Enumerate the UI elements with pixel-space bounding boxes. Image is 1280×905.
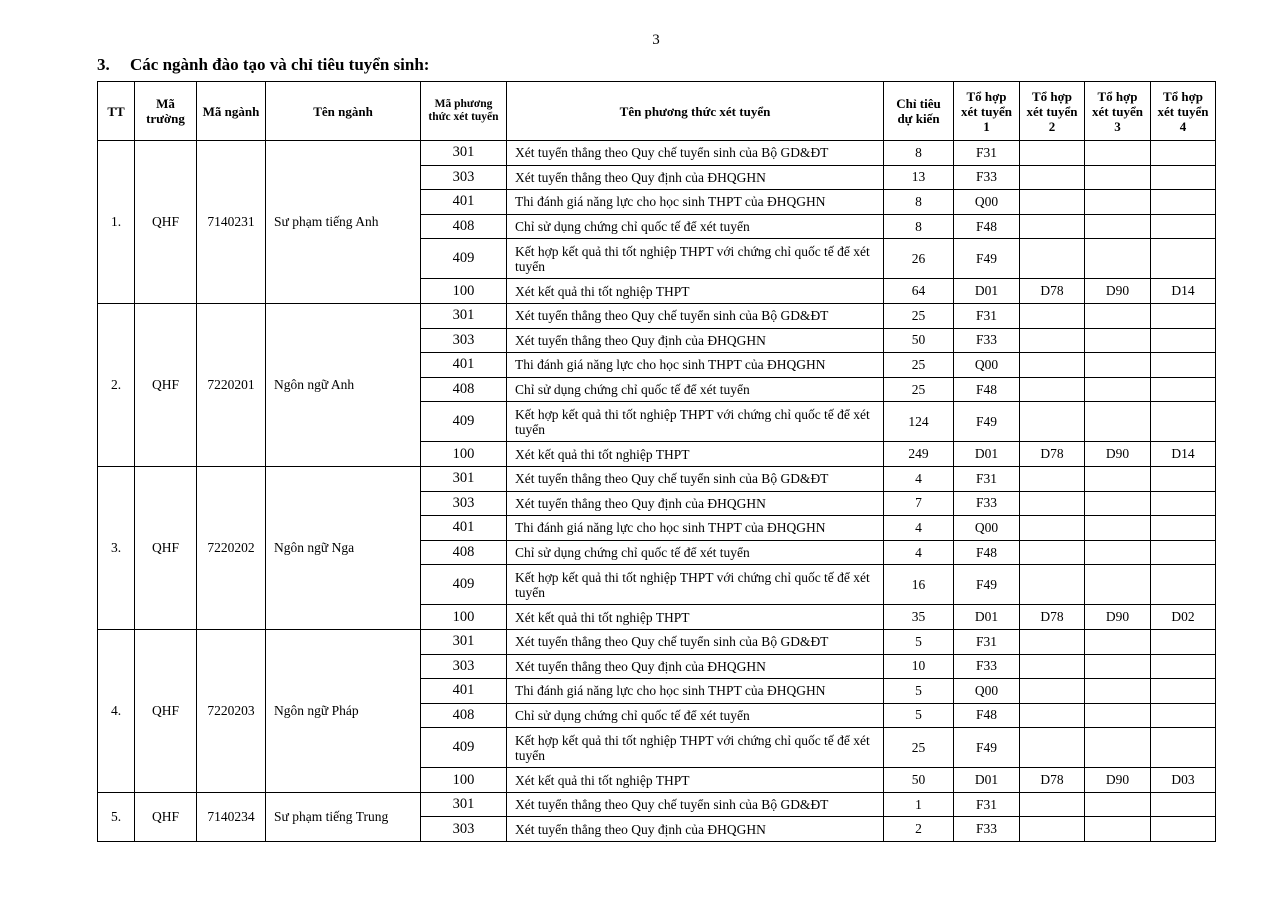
combo-4: D02 xyxy=(1151,605,1216,630)
table-row xyxy=(98,629,1216,654)
combo-1: F31 xyxy=(954,792,1020,817)
table-row xyxy=(98,792,1216,817)
combo-1: F31 xyxy=(954,466,1020,491)
quota-value: 4 xyxy=(884,516,954,541)
major-name: Sư phạm tiếng Anh xyxy=(266,141,421,304)
admissions-table xyxy=(97,81,1216,842)
combo-3: D90 xyxy=(1085,605,1151,630)
method-name: Xét tuyển thẳng theo Quy định của ĐHQGHN xyxy=(507,165,884,190)
quota-value: 8 xyxy=(884,190,954,215)
page-number: 3 xyxy=(652,32,660,48)
major-code: 7140231 xyxy=(197,141,266,304)
combo-4 xyxy=(1151,792,1216,817)
combo-2 xyxy=(1020,165,1085,190)
method-name: Thi đánh giá năng lực cho học sinh THPT của ĐHQGHN xyxy=(507,516,884,541)
method-name: Thi đánh giá năng lực cho học sinh THPT của ĐHQGHN xyxy=(507,679,884,704)
quota-value: 4 xyxy=(884,540,954,565)
combo-1: F49 xyxy=(954,402,1020,442)
table-row xyxy=(98,303,1216,328)
combo-2 xyxy=(1020,491,1085,516)
combo-4: D14 xyxy=(1151,279,1216,304)
header-school-code: Mã trường xyxy=(135,82,197,141)
method-code: 409 xyxy=(421,565,507,605)
method-name: Thi đánh giá năng lực cho học sinh THPT của ĐHQGHN xyxy=(507,353,884,378)
combo-4 xyxy=(1151,141,1216,166)
combo-2: D78 xyxy=(1020,279,1085,304)
method-name: Xét tuyển thẳng theo Quy chế tuyển sinh của Bộ GD&ĐT xyxy=(507,303,884,328)
method-code: 409 xyxy=(421,239,507,279)
combo-3 xyxy=(1085,540,1151,565)
combo-1: F48 xyxy=(954,377,1020,402)
combo-3 xyxy=(1085,141,1151,166)
method-code: 301 xyxy=(421,141,507,166)
quota-value: 5 xyxy=(884,629,954,654)
header-major-code: Mã ngành xyxy=(197,82,266,141)
quota-value: 25 xyxy=(884,353,954,378)
method-code: 301 xyxy=(421,792,507,817)
method-code: 408 xyxy=(421,377,507,402)
method-code: 401 xyxy=(421,679,507,704)
method-name: Xét kết quả thi tốt nghiệp THPT xyxy=(507,605,884,630)
method-name: Chỉ sử dụng chứng chỉ quốc tế để xét tuyển xyxy=(507,540,884,565)
combo-4 xyxy=(1151,491,1216,516)
major-code: 7220202 xyxy=(197,466,266,629)
combo-3 xyxy=(1085,728,1151,768)
major-name: Ngôn ngữ Pháp xyxy=(266,629,421,792)
method-name: Kết hợp kết quả thi tốt nghiệp THPT với chứng chỉ quốc tế để xét tuyển xyxy=(507,728,884,768)
combo-1: F33 xyxy=(954,817,1020,842)
school-code: QHF xyxy=(135,303,197,466)
combo-3 xyxy=(1085,703,1151,728)
combo-3: D90 xyxy=(1085,442,1151,467)
method-code: 409 xyxy=(421,402,507,442)
method-code: 301 xyxy=(421,466,507,491)
header-quota: Chỉ tiêu dự kiến xyxy=(884,82,954,141)
method-code: 303 xyxy=(421,165,507,190)
combo-3 xyxy=(1085,377,1151,402)
school-code: QHF xyxy=(135,141,197,304)
quota-value: 16 xyxy=(884,565,954,605)
method-name: Xét kết quả thi tốt nghiệp THPT xyxy=(507,442,884,467)
method-code: 303 xyxy=(421,817,507,842)
method-code: 301 xyxy=(421,629,507,654)
combo-4 xyxy=(1151,239,1216,279)
table-body xyxy=(98,141,1216,842)
combo-2 xyxy=(1020,629,1085,654)
combo-1: D01 xyxy=(954,279,1020,304)
major-code: 7220201 xyxy=(197,303,266,466)
combo-1: F49 xyxy=(954,239,1020,279)
combo-1: F31 xyxy=(954,629,1020,654)
major-code: 7140234 xyxy=(197,792,266,841)
combo-3: D90 xyxy=(1085,768,1151,793)
method-code: 303 xyxy=(421,328,507,353)
method-code: 408 xyxy=(421,540,507,565)
method-name: Xét tuyển thẳng theo Quy định của ĐHQGHN xyxy=(507,491,884,516)
combo-4 xyxy=(1151,353,1216,378)
section-title-text: Các ngành đào tạo và chỉ tiêu tuyển sinh: xyxy=(130,55,430,74)
combo-4 xyxy=(1151,516,1216,541)
quota-value: 5 xyxy=(884,703,954,728)
combo-4 xyxy=(1151,402,1216,442)
combo-4 xyxy=(1151,629,1216,654)
method-name: Xét kết quả thi tốt nghiệp THPT xyxy=(507,768,884,793)
quota-value: 50 xyxy=(884,768,954,793)
combo-3 xyxy=(1085,303,1151,328)
combo-2 xyxy=(1020,190,1085,215)
major-name: Ngôn ngữ Anh xyxy=(266,303,421,466)
method-name: Xét tuyển thẳng theo Quy định của ĐHQGHN xyxy=(507,817,884,842)
quota-value: 124 xyxy=(884,402,954,442)
combo-1: D01 xyxy=(954,768,1020,793)
quota-value: 25 xyxy=(884,377,954,402)
school-code: QHF xyxy=(135,792,197,841)
combo-2 xyxy=(1020,654,1085,679)
combo-4 xyxy=(1151,165,1216,190)
quota-value: 2 xyxy=(884,817,954,842)
combo-3 xyxy=(1085,165,1151,190)
header-combo-3: Tổ hợp xét tuyển 3 xyxy=(1085,82,1151,141)
combo-4 xyxy=(1151,565,1216,605)
combo-4 xyxy=(1151,728,1216,768)
combo-3 xyxy=(1085,353,1151,378)
combo-1: F48 xyxy=(954,540,1020,565)
combo-2 xyxy=(1020,402,1085,442)
method-name: Kết hợp kết quả thi tốt nghiệp THPT với chứng chỉ quốc tế để xét tuyển xyxy=(507,239,884,279)
combo-3 xyxy=(1085,214,1151,239)
quota-value: 8 xyxy=(884,214,954,239)
major-index: 5. xyxy=(98,792,135,841)
method-name: Xét tuyển thẳng theo Quy chế tuyển sinh của Bộ GD&ĐT xyxy=(507,466,884,491)
combo-4: D14 xyxy=(1151,442,1216,467)
method-name: Xét tuyển thẳng theo Quy chế tuyển sinh của Bộ GD&ĐT xyxy=(507,141,884,166)
combo-1: Q00 xyxy=(954,516,1020,541)
table-header-row xyxy=(98,82,1216,141)
combo-1: D01 xyxy=(954,442,1020,467)
combo-2 xyxy=(1020,239,1085,279)
method-code: 401 xyxy=(421,516,507,541)
combo-1: F31 xyxy=(954,141,1020,166)
method-code: 100 xyxy=(421,605,507,630)
method-name: Xét tuyển thẳng theo Quy chế tuyển sinh của Bộ GD&ĐT xyxy=(507,629,884,654)
quota-value: 26 xyxy=(884,239,954,279)
section-title xyxy=(97,55,429,75)
header-combo-1: Tổ hợp xét tuyển 1 xyxy=(954,82,1020,141)
combo-3 xyxy=(1085,239,1151,279)
school-code: QHF xyxy=(135,629,197,792)
combo-2 xyxy=(1020,466,1085,491)
combo-1: Q00 xyxy=(954,679,1020,704)
combo-2 xyxy=(1020,565,1085,605)
header-method-code: Mã phương thức xét tuyển xyxy=(421,82,507,141)
method-name: Chỉ sử dụng chứng chỉ quốc tế để xét tuyển xyxy=(507,214,884,239)
header-combo-2: Tổ hợp xét tuyển 2 xyxy=(1020,82,1085,141)
combo-3: D90 xyxy=(1085,279,1151,304)
method-code: 401 xyxy=(421,353,507,378)
method-code: 100 xyxy=(421,442,507,467)
method-code: 401 xyxy=(421,190,507,215)
combo-4 xyxy=(1151,214,1216,239)
combo-4 xyxy=(1151,679,1216,704)
quota-value: 35 xyxy=(884,605,954,630)
combo-2 xyxy=(1020,353,1085,378)
major-name: Ngôn ngữ Nga xyxy=(266,466,421,629)
method-code: 100 xyxy=(421,768,507,793)
quota-value: 10 xyxy=(884,654,954,679)
combo-1: Q00 xyxy=(954,190,1020,215)
combo-2 xyxy=(1020,792,1085,817)
combo-3 xyxy=(1085,792,1151,817)
major-index: 1. xyxy=(98,141,135,304)
method-name: Chỉ sử dụng chứng chỉ quốc tế để xét tuyển xyxy=(507,377,884,402)
quota-value: 13 xyxy=(884,165,954,190)
quota-value: 25 xyxy=(884,303,954,328)
combo-1: F33 xyxy=(954,328,1020,353)
quota-value: 1 xyxy=(884,792,954,817)
method-code: 301 xyxy=(421,303,507,328)
combo-2 xyxy=(1020,328,1085,353)
major-code: 7220203 xyxy=(197,629,266,792)
header-major-name: Tên ngành xyxy=(266,82,421,141)
combo-4 xyxy=(1151,190,1216,215)
combo-2: D78 xyxy=(1020,442,1085,467)
combo-3 xyxy=(1085,629,1151,654)
combo-1: F33 xyxy=(954,165,1020,190)
combo-1: F33 xyxy=(954,491,1020,516)
combo-3 xyxy=(1085,679,1151,704)
combo-2 xyxy=(1020,516,1085,541)
combo-4 xyxy=(1151,817,1216,842)
table-row xyxy=(98,466,1216,491)
quota-value: 8 xyxy=(884,141,954,166)
combo-4 xyxy=(1151,377,1216,402)
method-name: Chỉ sử dụng chứng chỉ quốc tế để xét tuyển xyxy=(507,703,884,728)
method-name: Xét kết quả thi tốt nghiệp THPT xyxy=(507,279,884,304)
header-tt: TT xyxy=(98,82,135,141)
header-method-name: Tên phương thức xét tuyển xyxy=(507,82,884,141)
method-code: 408 xyxy=(421,214,507,239)
combo-3 xyxy=(1085,466,1151,491)
combo-3 xyxy=(1085,491,1151,516)
method-name: Kết hợp kết quả thi tốt nghiệp THPT với chứng chỉ quốc tế để xét tuyển xyxy=(507,565,884,605)
combo-2 xyxy=(1020,141,1085,166)
combo-2 xyxy=(1020,817,1085,842)
combo-4 xyxy=(1151,328,1216,353)
combo-3 xyxy=(1085,190,1151,215)
combo-2 xyxy=(1020,214,1085,239)
quota-value: 25 xyxy=(884,728,954,768)
combo-4 xyxy=(1151,654,1216,679)
combo-4: D03 xyxy=(1151,768,1216,793)
combo-2 xyxy=(1020,540,1085,565)
quota-value: 7 xyxy=(884,491,954,516)
combo-3 xyxy=(1085,516,1151,541)
combo-4 xyxy=(1151,703,1216,728)
combo-1: F48 xyxy=(954,703,1020,728)
combo-4 xyxy=(1151,466,1216,491)
combo-3 xyxy=(1085,817,1151,842)
combo-3 xyxy=(1085,565,1151,605)
method-name: Xét tuyển thẳng theo Quy định của ĐHQGHN xyxy=(507,654,884,679)
combo-3 xyxy=(1085,402,1151,442)
combo-2 xyxy=(1020,728,1085,768)
combo-2 xyxy=(1020,377,1085,402)
combo-2 xyxy=(1020,703,1085,728)
quota-value: 64 xyxy=(884,279,954,304)
combo-1: F33 xyxy=(954,654,1020,679)
combo-4 xyxy=(1151,303,1216,328)
combo-2: D78 xyxy=(1020,768,1085,793)
method-name: Xét tuyển thẳng theo Quy định của ĐHQGHN xyxy=(507,328,884,353)
method-code: 100 xyxy=(421,279,507,304)
major-name: Sư phạm tiếng Trung xyxy=(266,792,421,841)
combo-3 xyxy=(1085,328,1151,353)
section-number: 3. xyxy=(97,55,110,74)
major-index: 4. xyxy=(98,629,135,792)
school-code: QHF xyxy=(135,466,197,629)
combo-2 xyxy=(1020,303,1085,328)
quota-value: 50 xyxy=(884,328,954,353)
table-row xyxy=(98,141,1216,166)
method-code: 409 xyxy=(421,728,507,768)
combo-1: Q00 xyxy=(954,353,1020,378)
method-code: 303 xyxy=(421,491,507,516)
combo-1: F48 xyxy=(954,214,1020,239)
method-name: Xét tuyển thẳng theo Quy chế tuyển sinh của Bộ GD&ĐT xyxy=(507,792,884,817)
combo-3 xyxy=(1085,654,1151,679)
combo-4 xyxy=(1151,540,1216,565)
header-combo-4: Tổ hợp xét tuyển 4 xyxy=(1151,82,1216,141)
quota-value: 249 xyxy=(884,442,954,467)
method-code: 408 xyxy=(421,703,507,728)
combo-2: D78 xyxy=(1020,605,1085,630)
quota-value: 5 xyxy=(884,679,954,704)
combo-1: D01 xyxy=(954,605,1020,630)
combo-1: F49 xyxy=(954,728,1020,768)
major-index: 3. xyxy=(98,466,135,629)
method-name: Thi đánh giá năng lực cho học sinh THPT của ĐHQGHN xyxy=(507,190,884,215)
method-name: Kết hợp kết quả thi tốt nghiệp THPT với chứng chỉ quốc tế để xét tuyển xyxy=(507,402,884,442)
combo-2 xyxy=(1020,679,1085,704)
combo-1: F49 xyxy=(954,565,1020,605)
quota-value: 4 xyxy=(884,466,954,491)
method-code: 303 xyxy=(421,654,507,679)
combo-1: F31 xyxy=(954,303,1020,328)
major-index: 2. xyxy=(98,303,135,466)
